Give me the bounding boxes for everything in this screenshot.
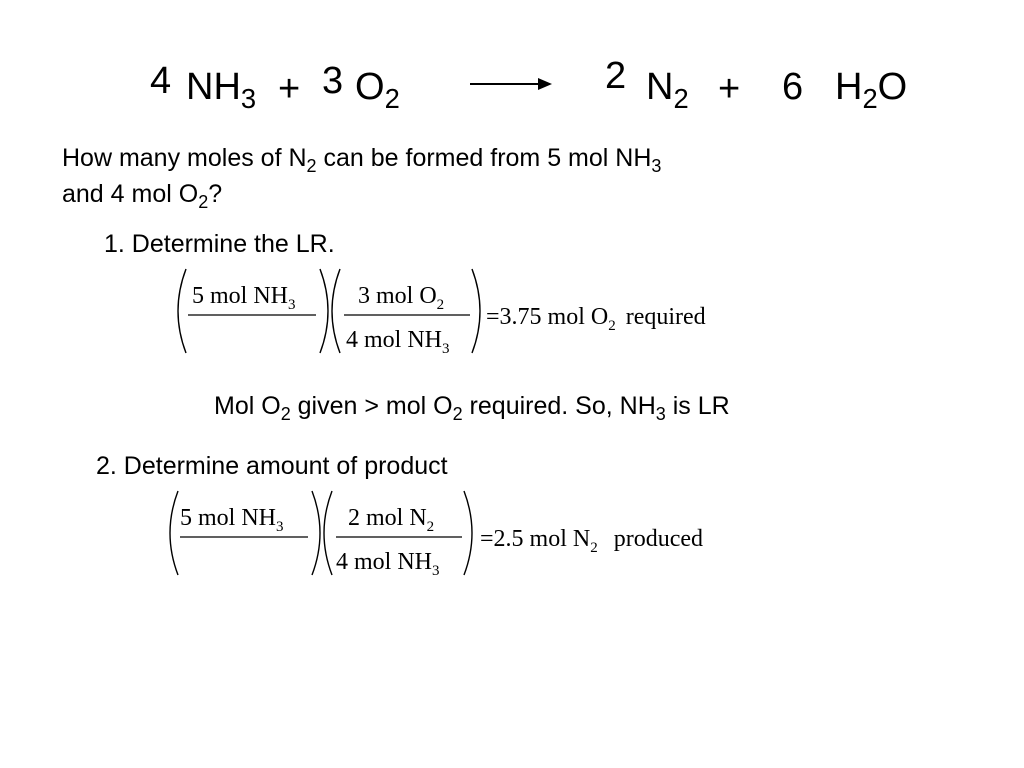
fraction-2-denominator: 4 mol $NH_3$	[346, 327, 450, 357]
step-1-heading: 1. Determine the LR.	[104, 230, 335, 258]
question-line-1: How many moles of $N_2$ can be formed from 5 mol $NH_3$	[62, 144, 662, 176]
fraction-2-numerator: 2 mol $N_2$	[348, 505, 435, 535]
reactant-o2: $O_2$	[355, 66, 400, 114]
plus-sign: +	[278, 68, 301, 110]
calculation-result: =3.75 mol $O_2$ required	[486, 304, 706, 334]
plus-sign: +	[718, 68, 741, 110]
fraction-2-denominator: 4 mol $NH_3$	[336, 549, 440, 579]
coefficient-h2o: 6	[782, 66, 804, 108]
question-line-2: and 4 mol $O_2$?	[62, 180, 223, 212]
limiting-reactant-conclusion: Mol $O_2$ given > mol $O_2$ required. So, $NH_3$ is LR	[214, 392, 730, 424]
reactant-nh3: $NH_3$	[186, 66, 257, 114]
step-2-heading: 2. Determine amount of product	[96, 452, 448, 480]
calculation-limiting-reactant	[168, 265, 808, 365]
fraction-2-numerator: 3 mol $O_2$	[358, 283, 445, 313]
fraction-1-numerator: 5 mol $NH_3$	[192, 283, 296, 313]
reaction-arrow-line	[470, 83, 544, 85]
product-n2: $N_2$	[646, 66, 689, 114]
product-h2o: $H_2O$	[835, 66, 908, 114]
calculation-result: =2.5 mol $N_2$ produced	[480, 526, 703, 556]
fraction-1-numerator: 5 mol $NH_3$	[180, 505, 284, 535]
calculation-product-amount	[160, 487, 800, 587]
coefficient-nh3: 4	[150, 60, 172, 102]
reaction-arrow-icon	[538, 78, 552, 90]
coefficient-n2: 2	[605, 55, 627, 97]
coefficient-o2: 3	[322, 60, 344, 102]
question-text	[62, 140, 661, 212]
